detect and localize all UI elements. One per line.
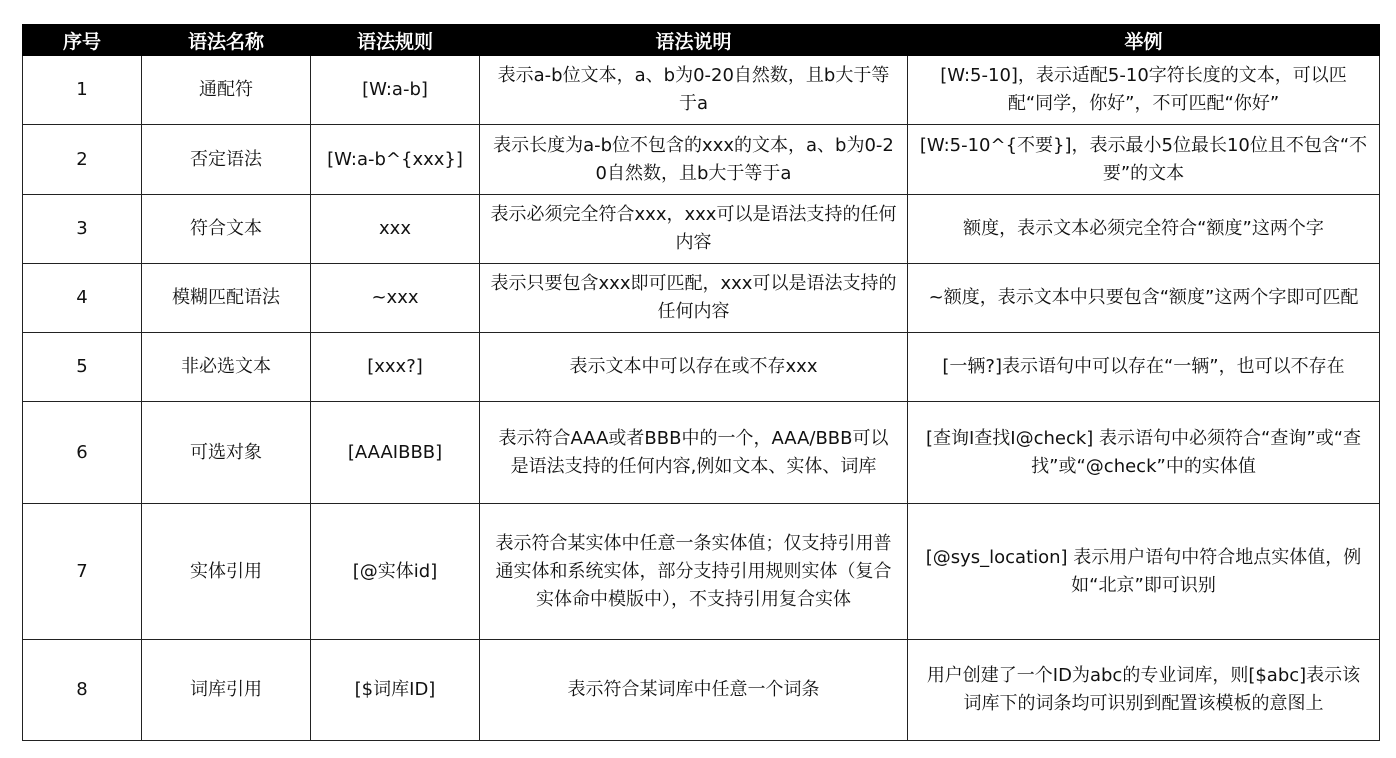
cell-example: [一辆?]表示语句中可以存在“一辆”，也可以不存在 bbox=[908, 333, 1380, 402]
cell-no: 1 bbox=[23, 56, 142, 125]
cell-name: 词库引用 bbox=[142, 640, 311, 741]
header-desc: 语法说明 bbox=[480, 25, 908, 56]
cell-name: 非必选文本 bbox=[142, 333, 311, 402]
cell-name: 否定语法 bbox=[142, 125, 311, 195]
header-example: 举例 bbox=[908, 25, 1380, 56]
cell-desc: 表示必须完全符合xxx，xxx可以是语法支持的任何内容 bbox=[480, 195, 908, 264]
cell-example: [W:5-10^{不要}]，表示最小5位最长10位且不包含“不要”的文本 bbox=[908, 125, 1380, 195]
cell-name: 可选对象 bbox=[142, 402, 311, 504]
cell-no: 8 bbox=[23, 640, 142, 741]
cell-example: 用户创建了一个ID为abc的专业词库，则[$abc]表示该词库下的词条均可识别到配置该模板的意图上 bbox=[908, 640, 1380, 741]
cell-example: 额度，表示文本必须完全符合“额度”这两个字 bbox=[908, 195, 1380, 264]
cell-desc: 表示符合某实体中任意一条实体值；仅支持引用普通实体和系统实体，部分支持引用规则实体（复合实体命中模版中），不支持引用复合实体 bbox=[480, 504, 908, 640]
cell-no: 6 bbox=[23, 402, 142, 504]
table-row bbox=[23, 333, 1380, 402]
cell-rule: [xxx?] bbox=[311, 333, 480, 402]
table-header-row bbox=[23, 25, 1380, 56]
cell-example: [@sys_location] 表示用户语句中符合地点实体值，例如“北京”即可识别 bbox=[908, 504, 1380, 640]
cell-desc: 表示文本中可以存在或不存xxx bbox=[480, 333, 908, 402]
table-row bbox=[23, 195, 1380, 264]
cell-no: 3 bbox=[23, 195, 142, 264]
cell-name: 实体引用 bbox=[142, 504, 311, 640]
cell-name: 模糊匹配语法 bbox=[142, 264, 311, 333]
cell-rule: ~xxx bbox=[311, 264, 480, 333]
cell-rule: [@实体id] bbox=[311, 504, 480, 640]
table-row bbox=[23, 402, 1380, 504]
cell-rule: [$词库ID] bbox=[311, 640, 480, 741]
grammar-table-container bbox=[22, 24, 1380, 741]
grammar-table bbox=[22, 24, 1380, 741]
cell-desc: 表示长度为a-b位不包含的xxx的文本，a、b为0-20自然数，且b大于等于a bbox=[480, 125, 908, 195]
header-rule: 语法规则 bbox=[311, 25, 480, 56]
table-row bbox=[23, 640, 1380, 741]
cell-example: [W:5-10]，表示适配5-10字符长度的文本，可以匹配“同学，你好”，不可匹配“你好” bbox=[908, 56, 1380, 125]
header-no: 序号 bbox=[23, 25, 142, 56]
cell-no: 7 bbox=[23, 504, 142, 640]
cell-rule: [W:a-b] bbox=[311, 56, 480, 125]
header-name: 语法名称 bbox=[142, 25, 311, 56]
table-row bbox=[23, 125, 1380, 195]
cell-no: 5 bbox=[23, 333, 142, 402]
cell-example: ~额度，表示文本中只要包含“额度”这两个字即可匹配 bbox=[908, 264, 1380, 333]
table-row bbox=[23, 56, 1380, 125]
cell-no: 4 bbox=[23, 264, 142, 333]
cell-desc: 表示符合某词库中任意一个词条 bbox=[480, 640, 908, 741]
cell-name: 通配符 bbox=[142, 56, 311, 125]
table-row bbox=[23, 504, 1380, 640]
cell-name: 符合文本 bbox=[142, 195, 311, 264]
table-row bbox=[23, 264, 1380, 333]
cell-rule: xxx bbox=[311, 195, 480, 264]
cell-desc: 表示符合AAA或者BBB中的一个，AAA/BBB可以是语法支持的任何内容,例如文本、实体、词库 bbox=[480, 402, 908, 504]
cell-example: [查询I查找I@check] 表示语句中必须符合“查询”或“查找”或“@check”中的实体值 bbox=[908, 402, 1380, 504]
cell-rule: [W:a-b^{xxx}] bbox=[311, 125, 480, 195]
cell-no: 2 bbox=[23, 125, 142, 195]
cell-desc: 表示只要包含xxx即可匹配，xxx可以是语法支持的任何内容 bbox=[480, 264, 908, 333]
cell-rule: [AAAIBBB] bbox=[311, 402, 480, 504]
cell-desc: 表示a-b位文本，a、b为0-20自然数，且b大于等于a bbox=[480, 56, 908, 125]
